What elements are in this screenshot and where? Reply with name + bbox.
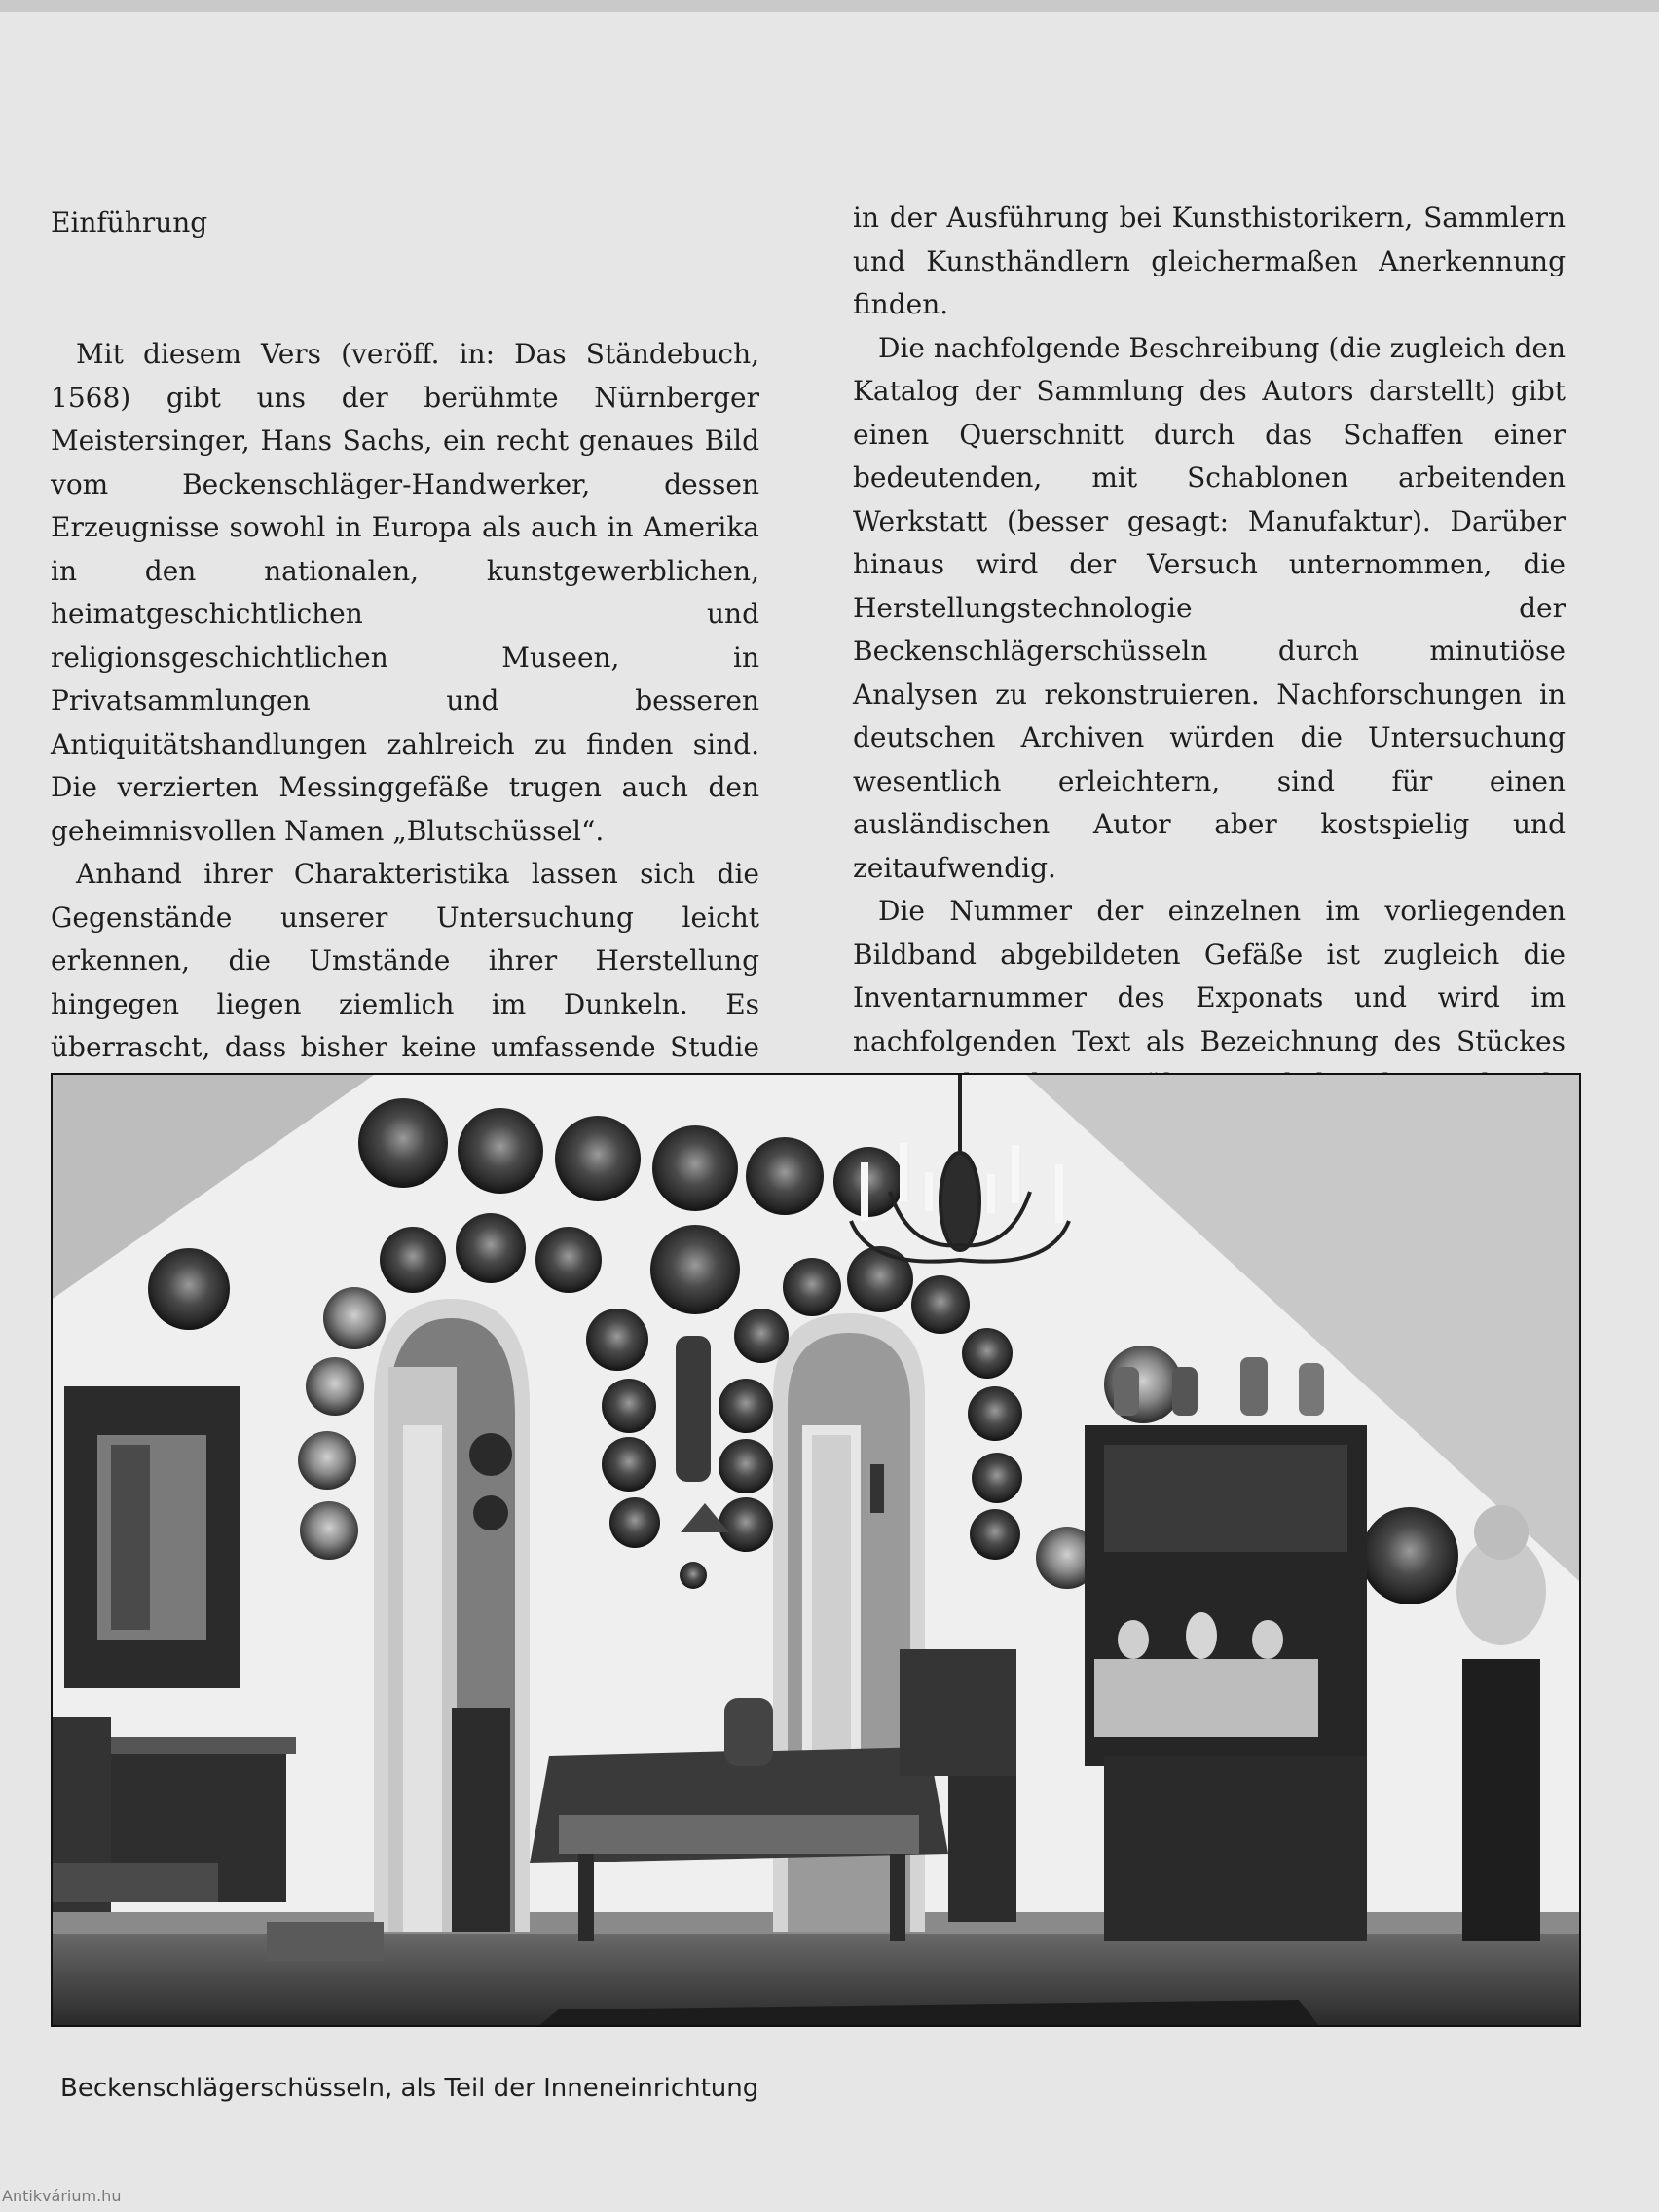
paragraph-characteristics: Anhand ihrer Charakteristika lassen sich die Gegenstände unserer Untersuchung leicht erkennen, die Umstände ihrer Herstellung hingegen liegen ziemlich im Dunkeln. Es überrascht, dass bisher keine umfassende Studie [51,858,759,1063]
book-page [0,12,1659,2212]
statue [676,1336,711,1482]
paragraph-intro: Mit diesem Vers (veröff. in: Das Ständebuch, 1568) gibt uns der berühmte Nürnberger Meistersinger, Hans Sachs, ein recht genaues Bild vom Beckenschläger-Handwerker, dessen Erzeugnisse sowohl in Europa als auch in Amerika in den nationalen, kunstgewerblichen, heimatgeschichtlichen und religionsgeschichtlichen Museen, in Privatsammlungen und besseren Antiquitätshandlungen zahlreich zu finden sind. Die verzierten Messinggefäße trugen auch den geheimnisvollen Namen „Blutschüssel“. [51,338,759,847]
watermark-text: Antikvárium.hu [2,2187,122,2205]
figure-caption: Beckenschlägerschüsseln, als Teil der Inneneinrichtung [60,2074,759,2103]
bust-pedestal [1456,1505,1546,1941]
table-chair-left [452,1708,510,1932]
right-text-column [853,197,1566,1194]
interior-photograph [51,1073,1581,2027]
ornate-mirror [64,1386,240,1688]
interior-scene [53,1075,1579,2025]
table-chair-right [900,1649,1016,1776]
carved-cupboard [1085,1357,1367,1941]
section-heading: Einführung [51,206,208,239]
paragraph-numbering: Die Nummer der einzelnen im vorliegenden Bildband abgebildeten Gefäße ist zugleich die Inventarnummer des Exponats und wird im nachfolgenden Text als Bezeichnung des Stückes [853,895,1566,1057]
paragraph-description: Die nachfolgende Beschreibung (die zugleich den Katalog der Sammlung des Autors darstellt) gibt einen Querschnitt durch das Schaffen einer bedeutenden, mit Schablonen arbeitenden Werkstatt (besser gesagt: Manufaktur). Darüber hinaus wird der Versuch unternommen, die Herstellungstechnologie der Beckenschlägerschüsseln durch minutiöse Analysen zu rekonstruieren. Nachforschungen in deutschen Archiven würden die Untersuchung wesentlich erleichtern, sind für einen ausländischen Autor aber kostspielig und zeitaufwendig. [853,331,1566,884]
left-text-column [51,333,759,1199]
paragraph-continuation: in der Ausführung bei Kunsthistorikern, Sammlern und Kunsthändlern gleichermaßen Anerkennung finden. [853,202,1566,320]
